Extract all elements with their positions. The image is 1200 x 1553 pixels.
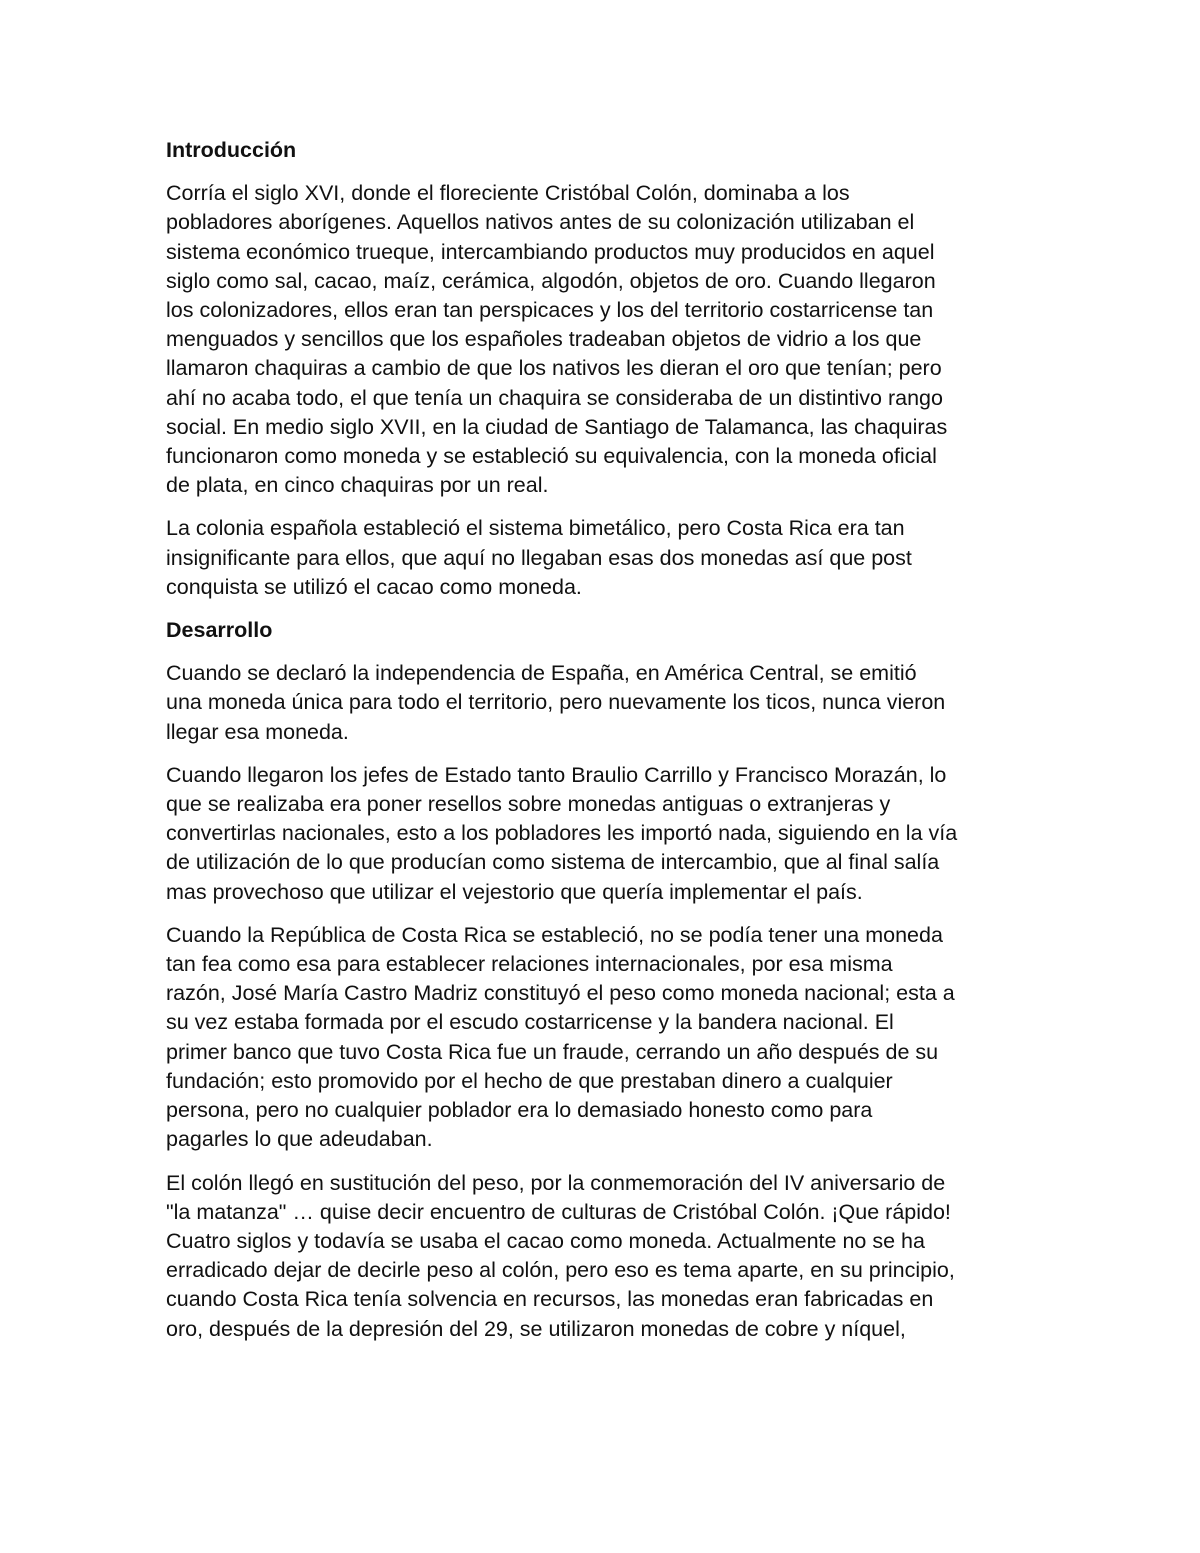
section-heading-desarrollo: Desarrollo bbox=[166, 618, 273, 643]
paragraph-dev-4: El colón llegó en sustitución del peso, por la conmemoración del IV aniversario de "la matanza" … quise decir encuentro de culturas de Cristóbal Colón. ¡Que rápido! Cuatro siglos y todavía se usaba el cacao como moneda. Actualmente no se ha erradicado dejar de decirle peso al colón, pero eso es tema aparte, en su principio, cuando Costa Rica tenía solvencia en recursos, las monedas eran fabricadas en oro, después de la depresión del 29, se utilizaron monedas de cobre y níquel, bbox=[166, 1170, 955, 1341]
paragraph-dev-1: Cuando se declaró la independencia de España, en América Central, se emitió una moneda única para todo el territorio, pero nuevamente los ticos, nunca vieron llegar esa moneda. bbox=[166, 661, 946, 744]
document-body bbox=[166, 136, 1046, 1358]
section-heading-introduccion: Introducción bbox=[166, 138, 297, 162]
paragraph-dev-2: Cuando llegaron los jefes de Estado tanto Braulio Carrillo y Francisco Morazán, lo que se realizaba era poner resellos sobre monedas antiguas o extranjeras y convertirlas nacionales, esto a los pobladores les importó nada, siguiendo en la vía de utilización de lo que producían como sistema de intercambio, que al final salía mas provechoso que utilizar el vejestorio que quería implementar el país. bbox=[166, 762, 958, 904]
paragraph-intro-2: La colonia española estableció el sistema bimetálico, pero Costa Rica era tan insignificante para ellos, que aquí no llegaban esas dos monedas así que post conquista se utilizó el cacao como moneda. bbox=[166, 516, 912, 599]
paragraph-intro-1: Corría el siglo XVI, donde el floreciente Cristóbal Colón, dominaba a los pobladores aborígenes. Aquellos nativos antes de su colonización utilizaban el sistema económico trueque, intercambiando productos muy producidos en aquel siglo como sal, cacao, maíz, cerámica, algodón, objetos de oro. Cuando llegaron los colonizadores, ellos eran tan perspicaces y los del territorio costarricense tan menguados y sencillos que los españoles tradeaban objetos de vidrio a los que llamaron chaquiras a cambio de que los nativos les dieran el oro que tenían; pero ahí no acaba todo, el que tenía un chaquira se consideraba de un distintivo rango social. En medio siglo XVII, en la ciudad de Santiago de Talamanca, las chaquiras funcionaron como moneda y se estableció su equivalencia, con la moneda oficial de plata, en cinco chaquiras por un real. bbox=[166, 181, 948, 498]
paragraph-dev-3: Cuando la República de Costa Rica se estableció, no se podía tener una moneda tan fea como esa para establecer relaciones internacionales, por esa misma razón, José María Castro Madriz constituyó el peso como moneda nacional; esta a su vez estaba formada por el escudo costarricense y la bandera nacional. El primer banco que tuvo Costa Rica fue un fraude, cerrando un año después de su fundación; esto promovido por el hecho de que prestaban dinero a cualquier persona, pero no cualquier poblador era lo demasiado honesto como para pagarles lo que adeudaban. bbox=[166, 922, 955, 1152]
